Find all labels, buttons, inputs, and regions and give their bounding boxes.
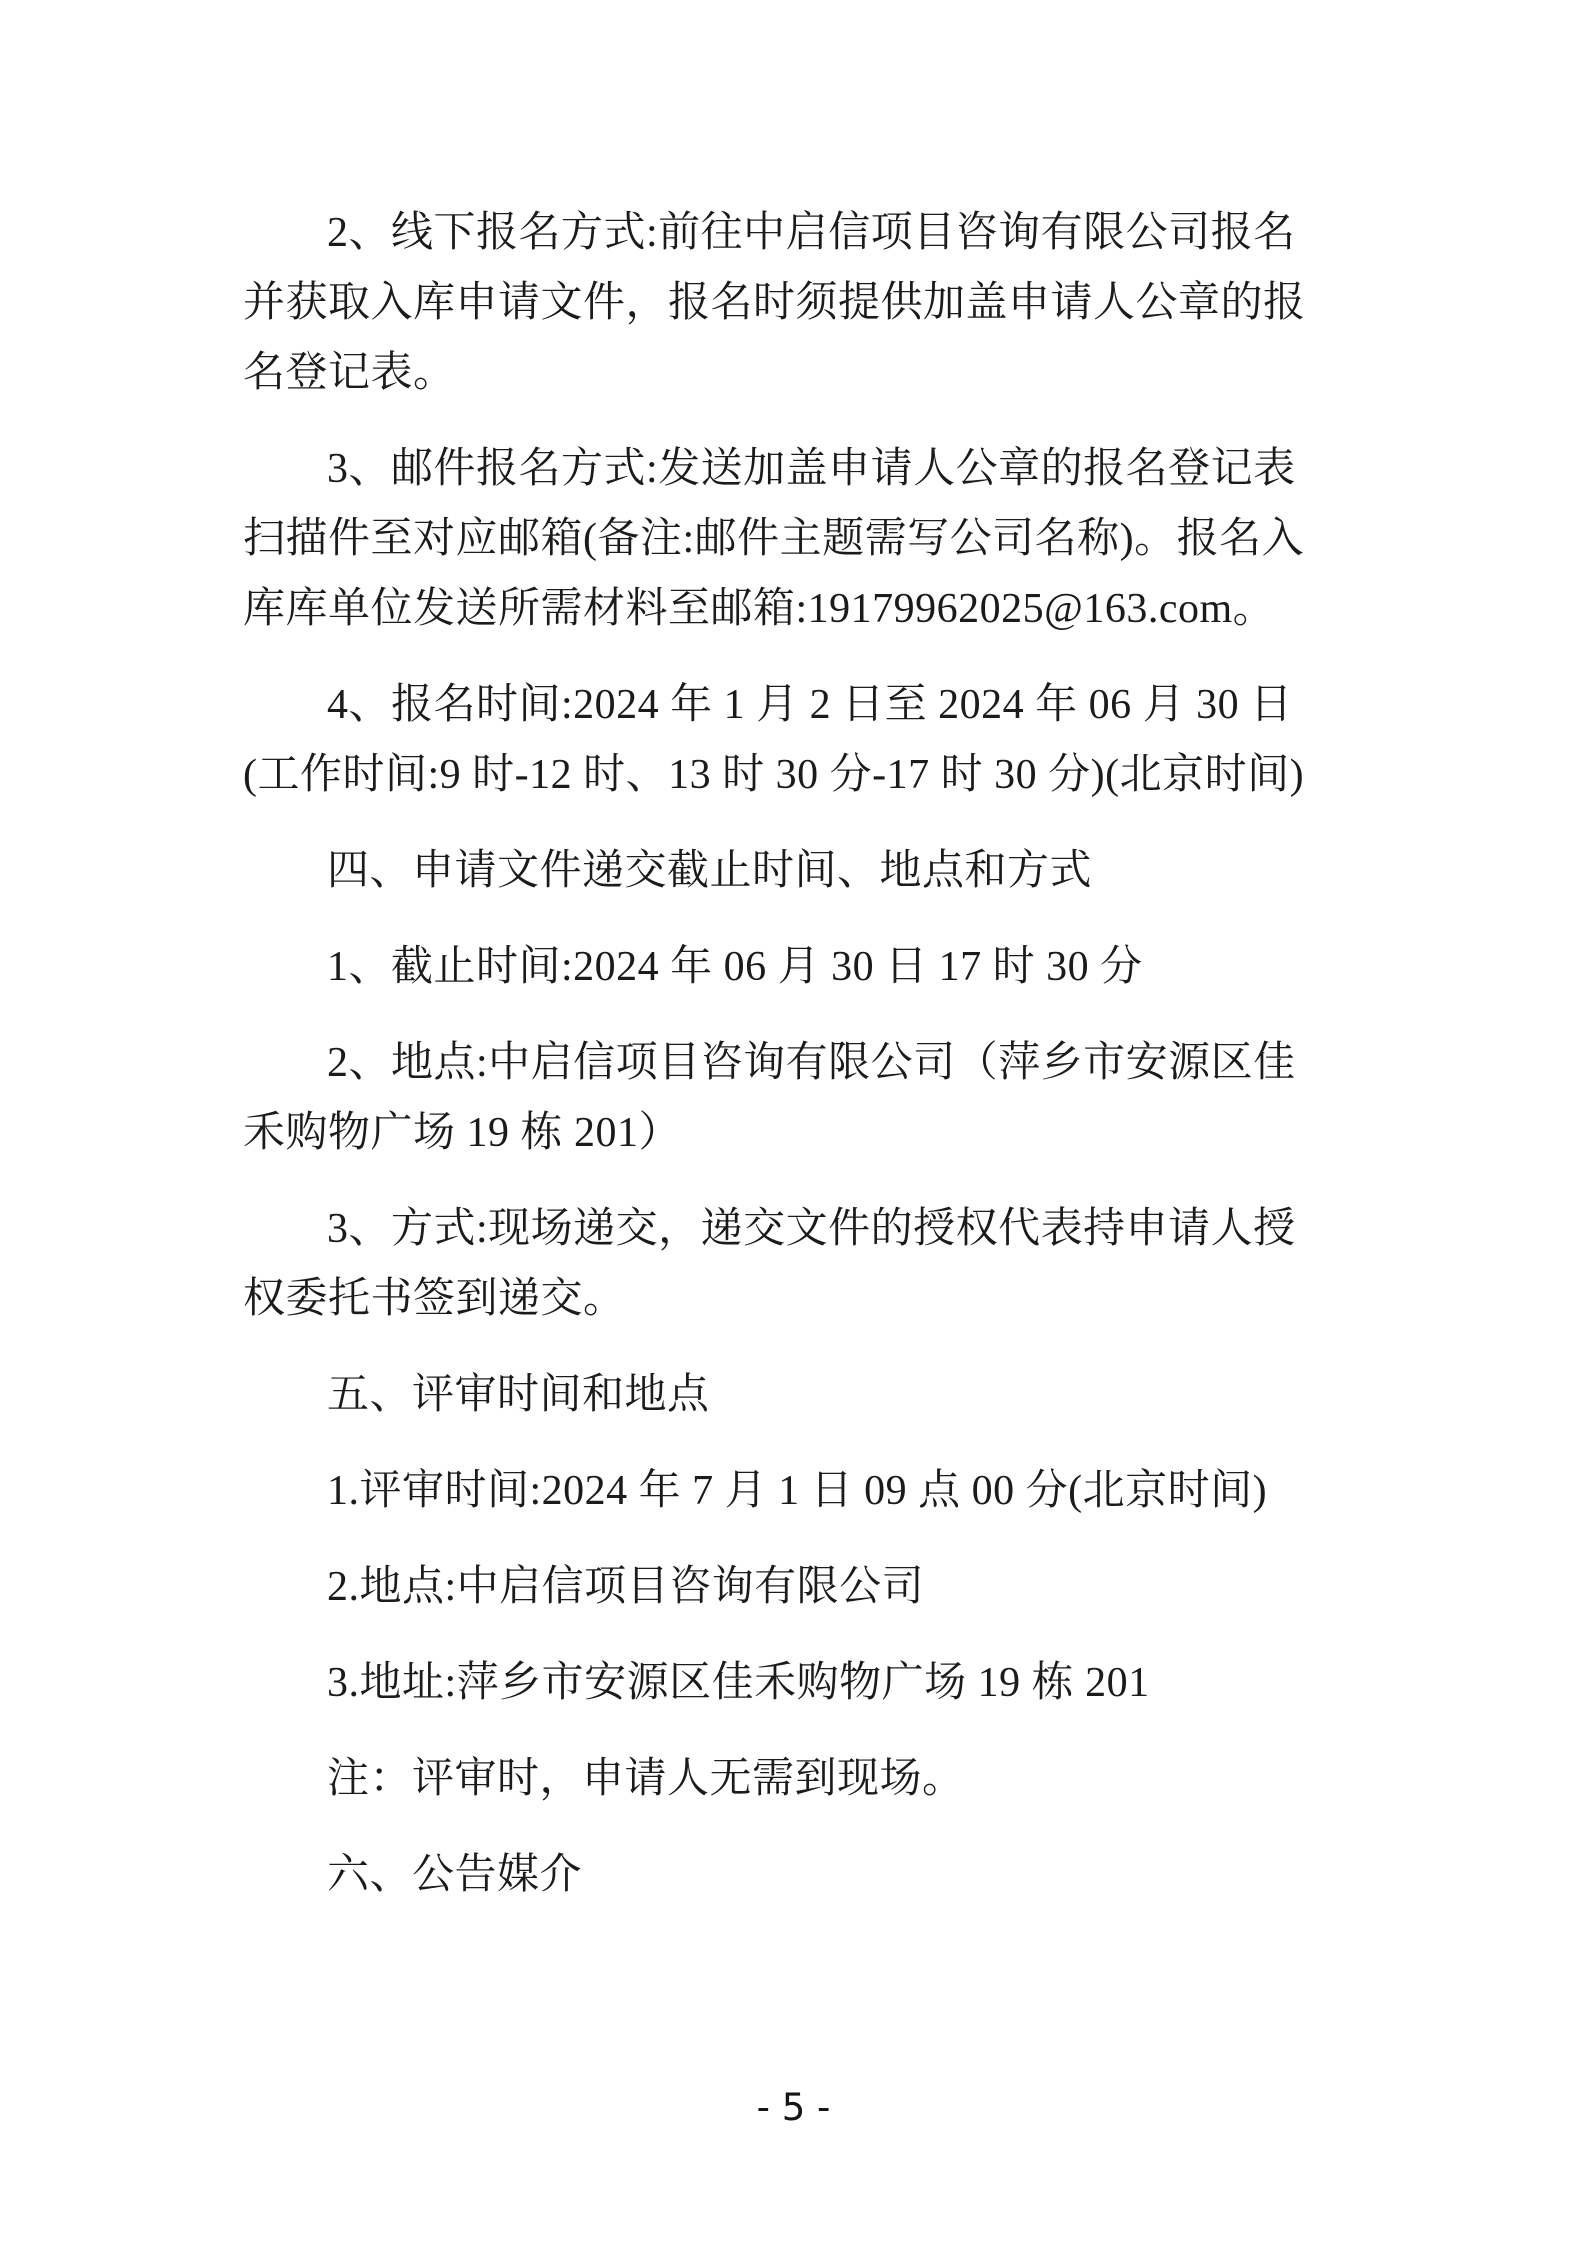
paragraph [243,198,1348,408]
paragraph [243,1648,1348,1718]
text-line: 2、线下报名方式:前往中启信项目咨询有限公司报名 [327,210,1296,256]
text-line: 六、公告媒介 [327,1852,583,1898]
document-body [243,198,1348,1936]
text-line: 并获取入库申请文件，报名时须提供加盖申请人公章的报 [243,280,1306,326]
text-line: 1.评审时间:2024 年 7 月 1 日 09 点 00 分(北京时间) [327,1468,1268,1514]
paragraph [243,434,1348,644]
text-line: 四、申请文件递交截止时间、地点和方式 [327,848,1093,894]
section-heading [243,1840,1348,1910]
text-line: (工作时间:9 时-12 时、13 时 30 分-17 时 30 分)(北京时间) [243,752,1305,798]
section-heading [243,1360,1348,1430]
text-line: 1、截止时间:2024 年 06 月 30 日 17 时 30 分 [327,944,1143,990]
text-line: 禾购物广场 19 栋 201） [243,1110,682,1156]
text-line: 2、地点:中启信项目咨询有限公司（萍乡市安源区佳 [327,1040,1296,1086]
paragraph [243,670,1348,810]
section-heading [243,836,1348,906]
paragraph [243,932,1348,1002]
paragraph [243,1456,1348,1526]
text-line: 库库单位发送所需材料至邮箱:19179962025@163.com。 [243,586,1276,632]
text-line: 3、邮件报名方式:发送加盖申请人公章的报名登记表 [327,446,1296,492]
text-line: 2.地点:中启信项目咨询有限公司 [327,1564,925,1610]
paragraph [243,1552,1348,1622]
page-number: - 5 - [756,2086,831,2129]
paragraph [243,1744,1348,1814]
text-line: 3、方式:现场递交，递交文件的授权代表持申请人授 [327,1206,1296,1252]
text-line: 4、报名时间:2024 年 1 月 2 日至 2024 年 06 月 30 日 [327,682,1293,728]
text-line: 扫描件至对应邮箱(备注:邮件主题需写公司名称)。报名入 [243,516,1305,562]
paragraph [243,1194,1348,1334]
paragraph [243,1028,1348,1168]
text-line: 3.地址:萍乡市安源区佳禾购物广场 19 栋 201 [327,1660,1150,1706]
text-line: 注：评审时，申请人无需到现场。 [327,1756,965,1802]
text-line: 权委托书签到递交。 [243,1276,626,1322]
text-line: 五、评审时间和地点 [327,1372,710,1418]
text-line: 名登记表。 [243,350,456,396]
